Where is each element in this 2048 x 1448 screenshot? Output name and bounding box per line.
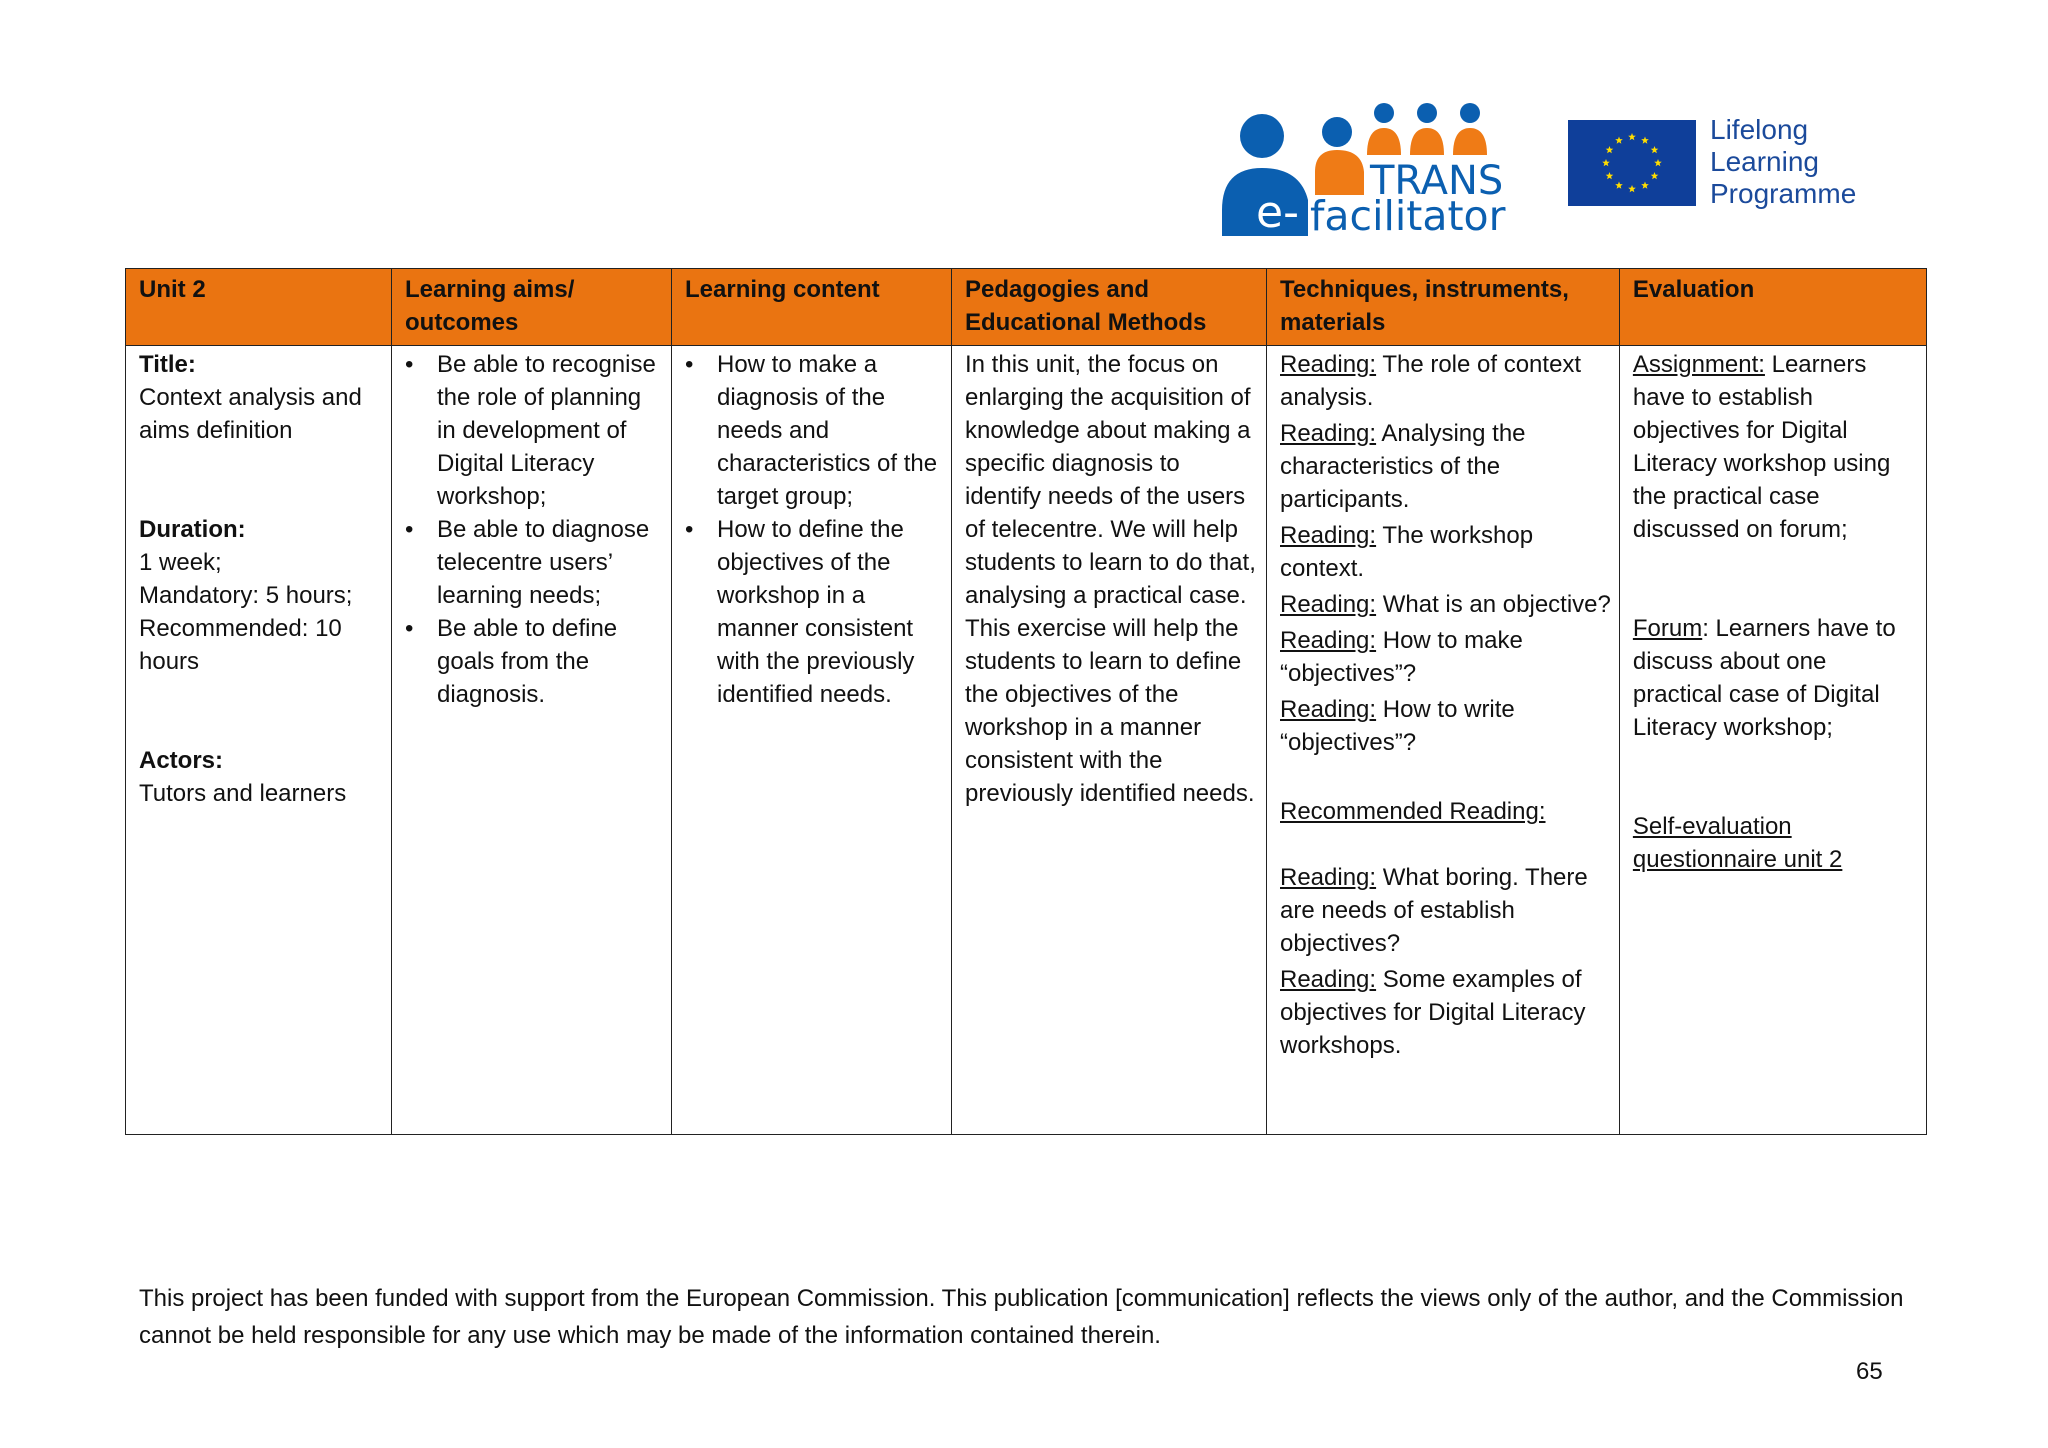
header-techniques: Techniques, instruments, materials	[1267, 269, 1620, 346]
eu-star-icon	[1628, 185, 1636, 192]
eu-star-icon	[1628, 133, 1636, 140]
assignment-item: Assignment: Learners have to establish objectives for Digital Literacy workshop using the practical case discussed on forum;	[1632, 351, 1891, 543]
list-item: • How to make a diagnosis of the needs and characteristics of the target group;	[685, 348, 943, 513]
llp-line-2: Learning	[1710, 146, 1819, 177]
list-item: • Be able to define goals from the diagnosis.	[405, 612, 663, 711]
reading-item: Reading: What boring. There are needs of establish objectives?	[1280, 864, 1588, 957]
header-unit: Unit 2	[126, 269, 392, 346]
reading-item: Reading: How to write “objectives”?	[1280, 696, 1515, 756]
trans-e-facilitator-logo	[1212, 100, 1512, 240]
eu-star-icon	[1606, 172, 1614, 179]
title-value: Context analysis and aims definition	[139, 384, 362, 444]
reading-label: Reading:	[1280, 351, 1377, 378]
reading-item: Reading: How to make “objectives”?	[1280, 627, 1523, 687]
cell-pedagogies	[952, 346, 1267, 1135]
forum-label: Forum	[1632, 615, 1703, 642]
reading-item: Reading: The workshop context.	[1280, 522, 1534, 582]
cell-evaluation	[1619, 346, 1926, 1135]
forum-item: Forum: Learners have to discuss about one practical case of Digital Literacy workshop;	[1632, 615, 1896, 741]
pedagogy-paragraph: This exercise will help the students to learn to define the objectives of the workshop in a manner consistent with the previously identified needs.	[965, 615, 1255, 807]
duration-line: Mandatory: 5 hours;	[139, 582, 353, 609]
cell-aims	[392, 346, 672, 1135]
eu-star-icon	[1641, 136, 1649, 143]
header-learning-aims: Learning aims/ outcomes	[392, 269, 672, 346]
list-item: • Be able to recognise the role of planning in development of Digital Literacy workshop;	[405, 348, 663, 513]
cell-unit	[126, 346, 392, 1135]
logo-facilitator-text: facilitator	[1310, 192, 1506, 240]
logo-e-text: e-	[1256, 187, 1299, 238]
eu-star-icon	[1654, 159, 1662, 166]
pedagogy-paragraph: In this unit, the focus on enlarging the acquisition of knowledge about making a specific diagnosis to identify needs of the users of telecentre. We will help students to learn to do that, analysing a practical case.	[965, 351, 1256, 609]
self-evaluation-link: Self-evaluation questionnaire unit 2	[1632, 813, 1843, 873]
reading-label: Reading:	[1280, 627, 1377, 654]
reading-item: Reading: The role of context analysis.	[1280, 351, 1582, 411]
reading-item: Reading: Some examples of objectives for Digital Literacy workshops.	[1280, 966, 1586, 1059]
eu-star-icon	[1602, 159, 1610, 166]
actors-label: Actors:	[139, 747, 224, 774]
aims-list	[405, 348, 663, 711]
cell-content	[672, 346, 952, 1135]
llp-text	[1710, 114, 1856, 210]
recommended-reading-heading: Recommended Reading:	[1280, 798, 1546, 825]
duration-line: Recommended: 10 hours	[139, 615, 342, 675]
page-number: 65	[1856, 1358, 1883, 1385]
eu-star-icon	[1651, 146, 1659, 153]
list-item: • How to define the objectives of the workshop in a manner consistent with the previously identified needs.	[685, 513, 943, 711]
actors-value: Tutors and learners	[139, 780, 347, 807]
cell-techniques	[1267, 346, 1620, 1135]
header-pedagogies: Pedagogies and Educational Methods	[952, 269, 1267, 346]
header-learning-content: Learning content	[672, 269, 952, 346]
duration-label: Duration:	[139, 516, 246, 543]
reading-label: Reading:	[1280, 522, 1377, 549]
reading-label: Reading:	[1280, 966, 1377, 993]
eu-star-icon	[1641, 182, 1649, 189]
trans-e-facilitator-logo-graphic	[1212, 100, 1512, 240]
reading-label: Reading:	[1280, 864, 1377, 891]
list-item: • Be able to diagnose telecentre users’ learning needs;	[405, 513, 663, 612]
duration-line: 1 week;	[139, 549, 222, 576]
logo-trans-text: TRANS	[1370, 158, 1504, 204]
table-header-row	[126, 269, 1927, 346]
reading-label: Reading:	[1280, 591, 1377, 618]
eu-star-icon	[1615, 136, 1623, 143]
unit-table	[125, 268, 1927, 1135]
content-list	[685, 348, 943, 711]
reading-label: Reading:	[1280, 696, 1377, 723]
header-evaluation: Evaluation	[1619, 269, 1926, 346]
eu-star-icon	[1606, 146, 1614, 153]
eu-star-icon	[1615, 182, 1623, 189]
llp-line-3: Programme	[1710, 178, 1857, 209]
eu-star-icon	[1651, 172, 1659, 179]
assignment-label: Assignment:	[1632, 351, 1765, 378]
eu-flag-icon	[1568, 120, 1696, 206]
funding-disclaimer: This project has been funded with support from the European Commission. This publication [communication] reflects the views only of the author, and the Commission cannot be held responsible for any use which may be made of the information contained therein.	[139, 1285, 1904, 1349]
table-row	[126, 346, 1927, 1135]
title-label: Title:	[139, 351, 196, 378]
reading-item: Reading: Analysing the characteristics of the participants.	[1280, 420, 1526, 513]
reading-item: Reading: What is an objective?	[1280, 591, 1611, 618]
reading-label: Reading:	[1280, 420, 1377, 447]
llp-line-1: Lifelong	[1710, 114, 1809, 145]
lifelong-learning-programme-logo	[1568, 114, 1998, 214]
